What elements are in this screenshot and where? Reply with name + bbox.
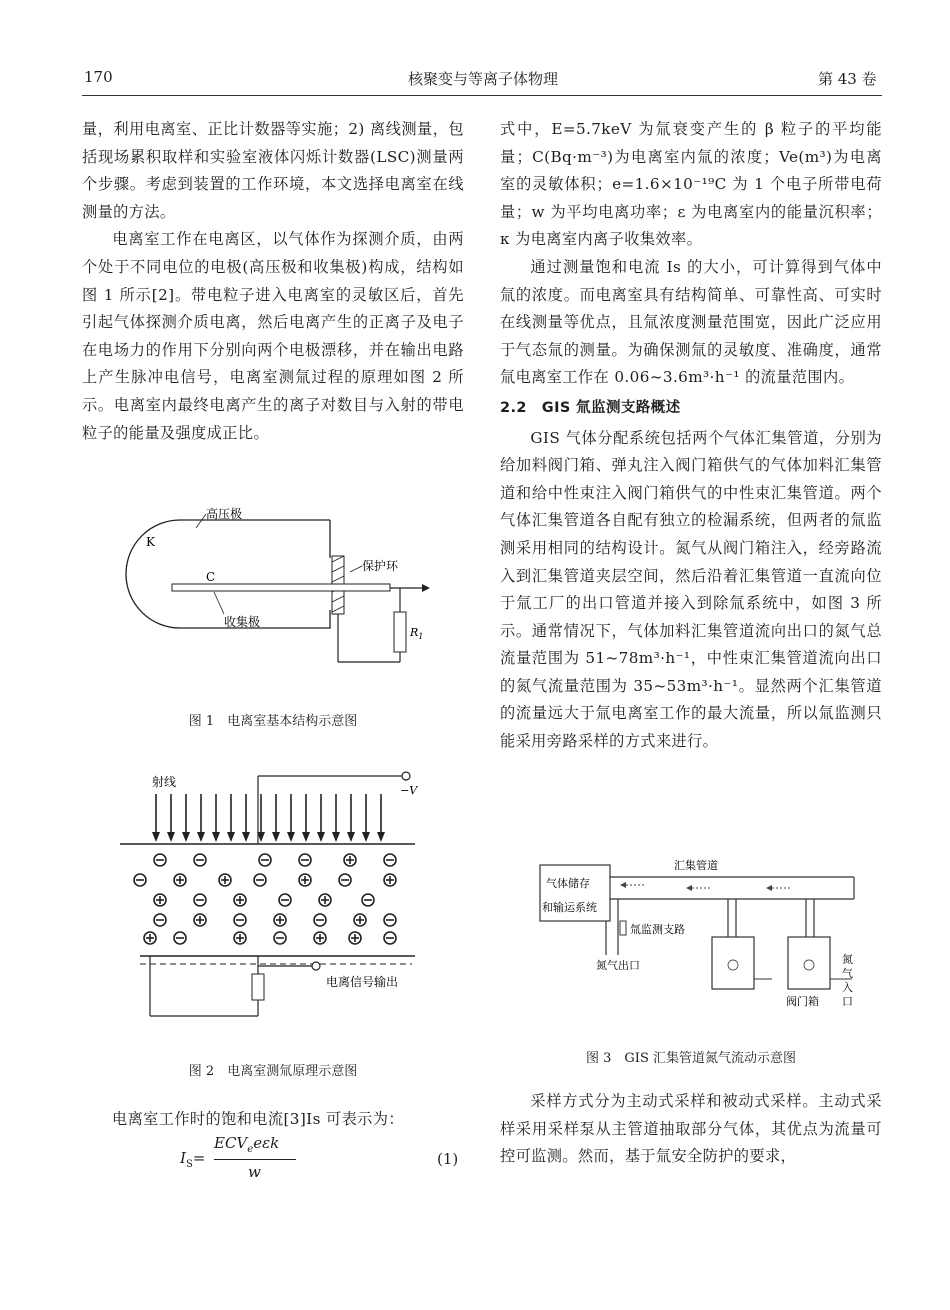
ray-arrowhead [272,832,280,842]
ray-arrowhead [347,832,355,842]
ray-arrowhead [377,832,385,842]
eq-lhs: $I_S=$ [180,1149,206,1170]
section-heading: 2.2 GIS 氚监测支路概述 [500,399,681,416]
journal-title: 核聚变与等离子体物理 [408,70,559,88]
label-collector: 收集极 [224,615,261,629]
ion-chamber-structure-diagram [120,500,440,685]
figure-2 [100,760,440,1030]
label-guard-ring: 保护环 [362,559,399,573]
figure-3-caption: 图 3 GIS 汇集管道氮气流动示意图 [586,1051,796,1066]
label-inlet-2: 气 [842,967,853,980]
label-high-voltage: 高压极 [206,507,243,521]
figure-1 [120,500,440,685]
label-k: K [146,535,155,549]
right-para-3: GIS 气体分配系统包括两个气体汇集管道，分别为给加料阀门箱、弹丸注入阀门箱供气的气体加料汇集管道和给中性束注入阀门箱供气的中性束汇集管道。两个气体汇集管道各自配有独立的检漏系统，但两者的氚监测采用相同的结构设计。氮气从阀门箱注入，经旁路流入到汇集管道夹层空间，然后沿着汇集管道一直流向位于氚工厂的出口管道并接入到除氚系统中，如图 3 所示。通常情况下，气体加料汇集管道流向出口的氮气总流量范围为 51~78m³·h⁻¹，中性束汇集管道流向出口的氮气流量范围为 35~53m³·h⁻¹。显然两个汇集管道的流量远大于氚电离室工作的最大流量，所以氚监测只能采用旁路采样的方式来进行。 [500,428,882,751]
figure-2-caption: 图 2 电离室测氚原理示意图 [188,1064,358,1079]
label-tritium-branch: 氚监测支路 [630,923,685,936]
ion-chamber-principle-diagram [100,760,440,1030]
label-resistor: $R_1$ [410,626,424,641]
label-inlet-1: 氮 [842,953,853,966]
label-storage-1: 气体储存 [546,877,590,890]
eq-numerator: $ECV_ee\varepsilon k$ [214,1134,280,1155]
right-para-1: 式中，E=5.7keV 为氚衰变产生的 β 粒子的平均能量；C(Bq·m⁻³)为电离室内氚的浓度；Ve(m³)为电离室的灵敏体积；e=1.6×10⁻¹⁹C 为 1 个电子所带电荷量；w 为平均电离功率；ε 为电离室内的能量沉积率；κ 为电离室内离子收集效率。 [500,120,882,249]
right-para-4: 采样方式分为主动式采样和被动式采样。主动式采样采用采样泵从主管道抽取部分气体，其优点为流量可控可监测。然而，基于氚安全防护的要求， [500,1092,882,1166]
header-rule [82,95,882,96]
figure-3 [536,855,866,1025]
formula-intro-text: 电离室工作时的饱和电流[3]Is 可表示为： [112,1110,404,1128]
volume-label: 第 43 卷 [818,70,877,88]
ion-pairs [134,854,396,944]
left-column [82,116,464,447]
page-number: 170 [84,68,113,86]
left-para-2: 电离室工作在电离区，以气体作为探测介质，由两个处于不同电位的电极(高压极和收集极)构成，结构如图 1 所示[2]。带电粒子进入电离室的灵敏区后，首先引起气体探测介质电离，然后电离产生的正离子及电子在电场力的作用下分别向两个电极漂移，并在输出电路上产生脉冲电信号，电离室测氚过程的原理如图 2 所示。电离室内最终电离产生的离子对数目与入射的带电粒子的能量及强度成正比。 [82,230,464,442]
ray-arrowhead [212,832,220,842]
ray-arrowhead [317,832,325,842]
equation-number: (1) [437,1150,459,1168]
equation-1 [180,1134,300,1188]
formula-intro [112,1106,464,1134]
label-inlet-3: 入 [842,981,853,994]
right-column-bottom [500,1088,882,1171]
label-header-pipe: 汇集管道 [674,859,718,872]
ray-arrowhead [167,832,175,842]
label-storage-2: 和输运系统 [542,901,597,914]
ray-arrowhead [332,832,340,842]
label-signal-output: 电离信号输出 [326,975,399,989]
ray-arrowhead [287,832,295,842]
ray-arrowhead [227,832,235,842]
ray-arrowhead [197,832,205,842]
ray-arrowhead [182,832,190,842]
right-column [500,116,882,756]
figure-1-caption: 图 1 电离室基本结构示意图 [188,714,358,729]
gis-header-flow-diagram [536,855,866,1025]
label-valve-box: 阀门箱 [786,995,819,1008]
ray-arrowhead [152,832,160,842]
label-c: C [206,570,216,584]
label-ray: 射线 [152,775,177,789]
eq-fraction-bar [214,1159,296,1160]
radiation-arrows [152,794,385,842]
label-neg-v: −V [400,784,418,797]
ray-arrowhead [362,832,370,842]
eq-denominator: w [248,1163,261,1181]
label-inlet-4: 口 [842,995,853,1008]
label-nitrogen-outlet: 氮气出口 [596,959,640,972]
ray-arrowhead [302,832,310,842]
left-para-1: 量，利用电离室、正比计数器等实施；2) 离线测量，包括现场累积取样和实验室液体闪烁计数器(LSC)测量两个步骤。考虑到装置的工作环境，本文选择电离室在线测量的方法。 [82,120,464,221]
right-para-2: 通过测量饱和电流 Is 的大小，可计算得到气体中氚的浓度。而电离室具有结构简单、可靠性高、可实时在线测量等优点，且氚浓度测量范围宽，因此广泛应用于气态氚的测量。为确保测氚的灵敏度、准确度，通常氚电离室工作在 0.06~3.6m³·h⁻¹ 的流量范围内。 [500,257,882,387]
ray-arrowhead [242,832,250,842]
